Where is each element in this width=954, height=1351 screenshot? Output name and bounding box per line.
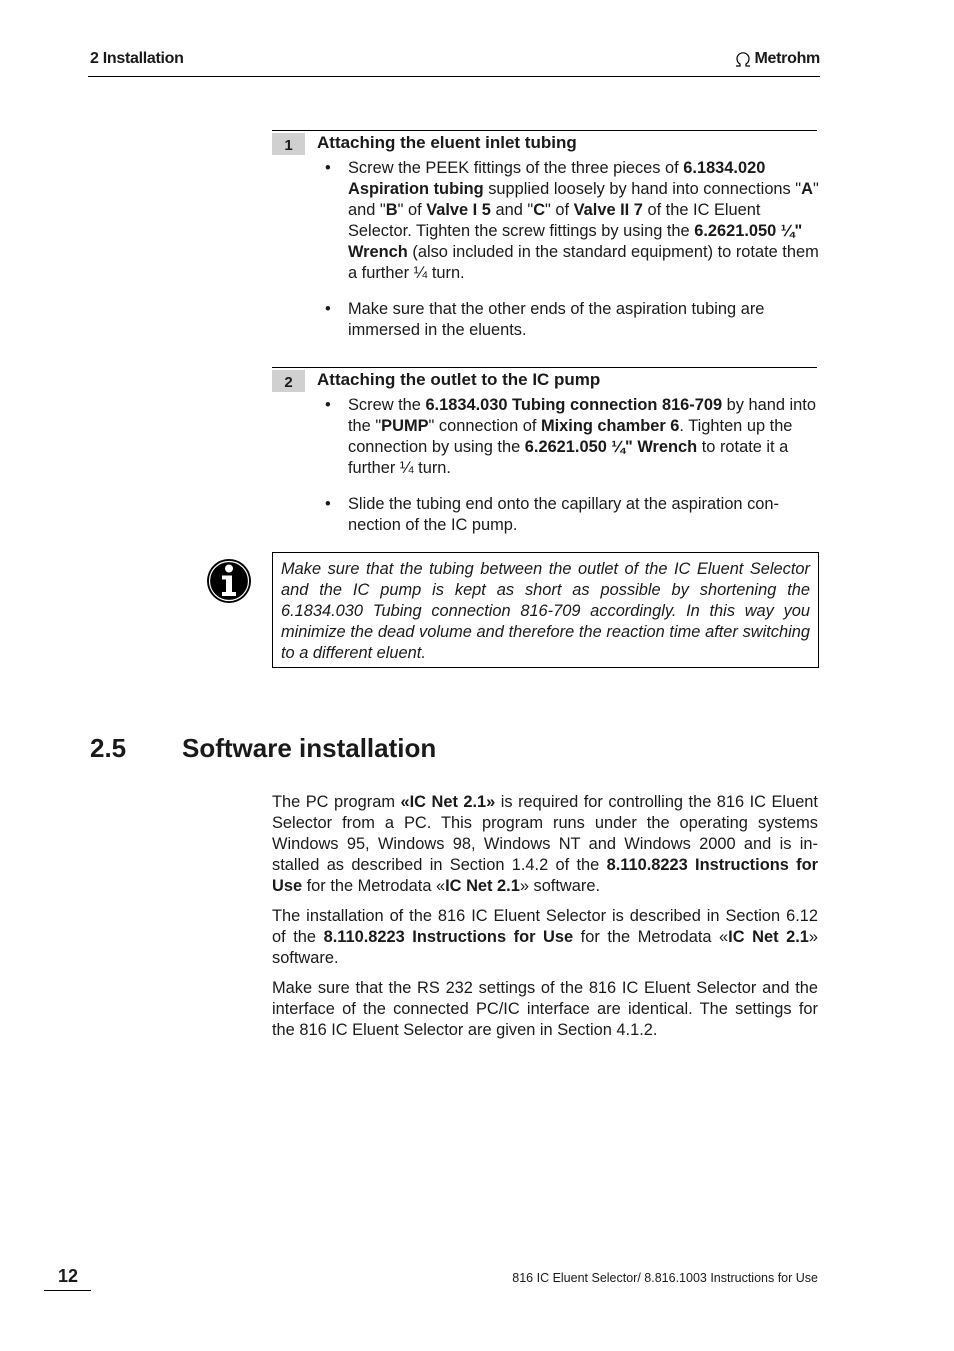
text-run: Make sure that the other ends of the aspiration tubing are immersed in the eluents. — [348, 300, 765, 339]
bullet-item — [323, 158, 819, 284]
bold-text: IC Net 2.1 — [728, 928, 809, 946]
bold-text: PUMP — [381, 417, 429, 435]
section-paragraph-2 — [272, 906, 818, 969]
brand-name: Metrohm — [754, 50, 820, 67]
text-run: Screw the — [348, 396, 426, 414]
bold-text: Valve II 7 — [573, 201, 643, 219]
text-run: supplied loosely by hand into connections " — [483, 180, 802, 198]
step-1-title: Attaching the eluent inlet tubing — [317, 133, 577, 152]
text-run: The installation of the 816 IC Eluent Selector is described in Section 6.12 of the — [272, 907, 818, 946]
text-run: to rotate it a further ¼ turn. — [348, 438, 789, 477]
text-run: for the Metrodata « — [302, 877, 446, 895]
page-number: 12 — [58, 1266, 79, 1286]
footer-doc-title: 816 IC Eluent Selector/ 8.816.1003 Instructions for Use — [512, 1271, 818, 1285]
bold-text: C — [533, 201, 546, 219]
text-run: " of — [545, 201, 574, 219]
step-1-rule — [272, 130, 817, 131]
bullet-dot-icon: • — [325, 300, 331, 318]
section-paragraph-1 — [272, 792, 818, 897]
running-header-section: 2 Installation — [90, 50, 184, 67]
bold-text: A — [801, 180, 813, 198]
section-title: Software installation — [182, 733, 437, 763]
step-1-number: 1 — [272, 133, 305, 155]
text-run: . Tighten up the connection by using the — [348, 417, 793, 456]
step-1-bullets — [323, 158, 819, 356]
bold-text: B — [385, 201, 398, 219]
text-run: Screw the PEEK fittings of the three pieces of — [348, 159, 684, 177]
step-2-rule — [272, 367, 817, 368]
brand-logo — [734, 50, 820, 68]
step-2-number: 2 — [272, 370, 305, 392]
text-run: and " — [490, 201, 534, 219]
bold-text: 8.110.8223 Instructions for Use — [323, 928, 574, 946]
text-run: The PC program — [272, 793, 401, 811]
section-number: 2.5 — [90, 733, 127, 763]
bullet-item — [323, 494, 819, 536]
bullet-dot-icon: • — [325, 495, 331, 513]
bold-text: IC Net 2.1 — [445, 877, 520, 895]
bullet-dot-icon: • — [325, 396, 331, 414]
text-run: (also included in the standard equipment) to rotate them a further ¼ turn. — [348, 243, 819, 282]
bold-text: 6.2621.050 ¼" Wrench — [524, 438, 698, 456]
bold-text: 6.2621.050 ¼" Wrench — [348, 222, 803, 261]
text-run: of the IC Eluent Selector. Tighten the screw fittings by using the — [348, 201, 761, 240]
info-icon — [205, 557, 253, 605]
bold-text: «IC Net 2.1» — [400, 793, 496, 811]
text-run: " connection of — [428, 417, 541, 435]
section-paragraph-3 — [272, 978, 818, 1041]
text-run: Slide the tubing end onto the capillary at the aspiration connection of the IC pump. — [348, 495, 780, 534]
omega-logo-icon — [734, 52, 752, 67]
text-run: by hand into the " — [348, 396, 816, 435]
note-box: Make sure that the tubing between the outlet of the IC Eluent Selector and the IC pump is kept as short as possible by shortening the 6.1834.030 Tubing connection 816-709 accordingly. In this way you minimize the dead volume and therefore the reaction time after switching to a different eluent. — [272, 552, 819, 668]
bold-text: Valve I 5 — [426, 201, 491, 219]
bullet-item — [323, 395, 819, 479]
text-run: is required for controlling the 816 IC Eluent Selector from a PC. This program runs under the operating systems Windows 95, Windows 98, Windows NT and Windows 2000 and is installed as described in Section 1.4.2 of the — [272, 793, 818, 874]
text-run: " and " — [348, 180, 819, 219]
text-run: for the Metrodata « — [573, 928, 729, 946]
bold-text: Mixing chamber 6 — [540, 417, 680, 435]
header-rule — [88, 76, 820, 77]
footer-rule — [44, 1290, 91, 1291]
text-run: » software. — [272, 928, 818, 967]
step-2-bullets — [323, 395, 819, 551]
bold-text: 8.110.8223 Instructions for Use — [272, 856, 818, 895]
step-2-title: Attaching the outlet to the IC pump — [317, 370, 601, 389]
text-run: Make sure that the RS 232 settings of the 816 IC Eluent Selector and the interface of the connected PC/IC interface are identical. The settings for the 816 IC Eluent Selector are given in Section 4.1.2. — [272, 979, 818, 1039]
text-run: " of — [397, 201, 427, 219]
bold-text: 6.1834.030 Tubing connection 816-709 — [425, 396, 723, 414]
text-run: » software. — [519, 877, 600, 895]
bold-text: 6.1834.020 Aspiration tubing — [348, 159, 766, 198]
bullet-dot-icon: • — [325, 159, 331, 177]
bullet-item — [323, 299, 819, 341]
